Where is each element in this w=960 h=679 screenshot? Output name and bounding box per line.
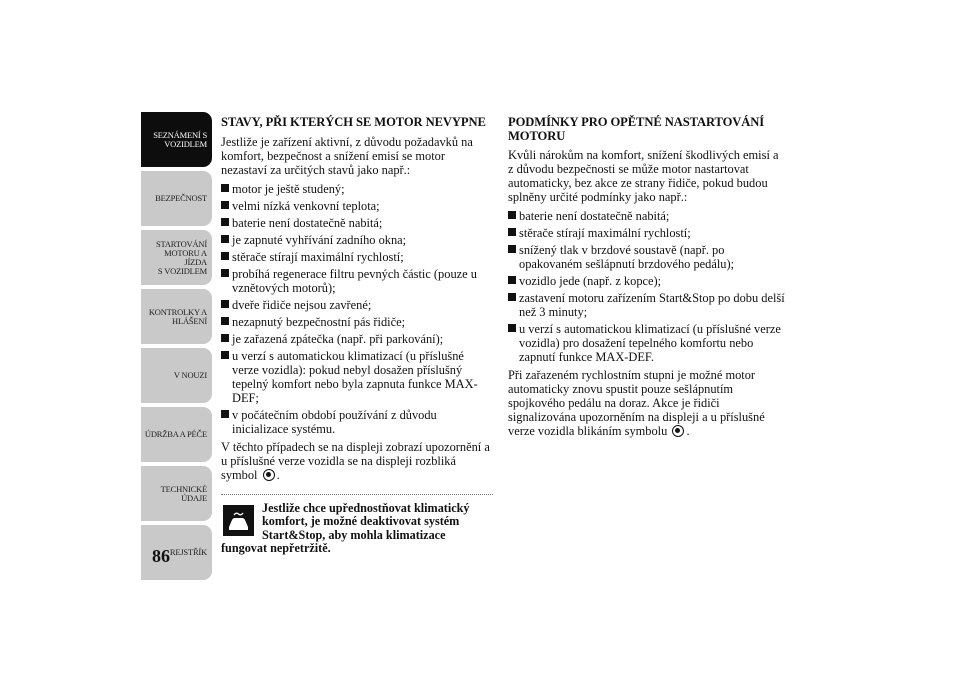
tab-udrzba-a-pece[interactable] <box>141 407 212 462</box>
tab-label: REJSTŘÍK <box>169 547 207 557</box>
outro-paragraph <box>221 440 493 482</box>
section-heading: PODMÍNKY PRO OPĚTNÉ NASTARTOVÁNÍ MOTORU <box>508 115 765 143</box>
section-heading: STAVY, PŘI KTERÝCH SE MOTOR NEVYPNE <box>221 115 486 129</box>
list-item: stěrače stírají maximální rychlostí; <box>508 226 786 240</box>
outro-text: Při zařazeném rychlostním stupni je možné motor automaticky znovu spustit pouze sešlápnutím spojkového pedálu na doraz. Akce je řidiči signalizována upozorněním na displeji a u příslušné verze vozidla blikáním symbolu <box>508 368 765 438</box>
list-item: nezapnutý bezpečnostní pás řidiče; <box>221 315 493 329</box>
list-item: v počátečním období používání z důvodu inicializace systému. <box>221 408 493 436</box>
list-item: vozidlo jede (např. z kopce); <box>508 274 786 288</box>
list-item: snížený tlak v brzdové soustavě (např. po opakovaném sešlápnutí brzdového pedálu); <box>508 243 786 271</box>
list-item: je zapnuté vyhřívání zadního okna; <box>221 233 493 247</box>
note-box <box>221 494 493 556</box>
intro-paragraph: Jestliže je zařízení aktivní, z důvodu požadavků na komfort, bezpečnost a snížení emisí se motor nezastaví za určitých stavů jako např.: <box>221 134 473 177</box>
list-item: u verzí s automatickou klimatizací (u příslušné verze vozidla) pro dosažení tepelného komfortu nebo zapnutí funkce MAX-DEF. <box>508 322 786 364</box>
tab-v-nouzi[interactable] <box>141 348 212 403</box>
climate-comfort-icon <box>223 505 254 536</box>
tab-bezpecnost[interactable] <box>141 171 212 226</box>
tab-label: STARTOVÁNÍ MOTORU A JÍZDA S VOZIDLEM <box>156 238 207 276</box>
list-item: u verzí s automatickou klimatizací (u příslušné verze vozidla): pokud nebyl dosažen příslušný tepelný komfort nebo byla zapnuta funkce MAX-DEF; <box>221 349 493 405</box>
list-item: baterie není dostatečně nabitá; <box>221 216 493 230</box>
outro-paragraph <box>508 368 786 438</box>
tab-startovani-motoru[interactable] <box>141 230 212 285</box>
list-item: baterie není dostatečně nabitá; <box>508 209 786 223</box>
list-item: velmi nízká venkovní teplota; <box>221 199 493 213</box>
start-stop-symbol-icon <box>263 469 275 481</box>
chapter-tabs <box>141 112 212 584</box>
condition-list <box>508 209 786 364</box>
outro-end: . <box>686 424 690 438</box>
list-item: motor je ještě studený; <box>221 182 493 196</box>
list-item: je zařazená zpátečka (např. při parkování); <box>221 332 493 346</box>
list-item: stěrače stírají maximální rychlostí; <box>221 250 493 264</box>
outro-end: . <box>276 467 280 482</box>
intro-paragraph: Kvůli nárokům na komfort, snížení škodlivých emisí a z důvodu bezpečnosti se může motor nastartovat automaticky, bez akce ze strany řidiče, pokud budou splněny určité podmínky jako např.: <box>508 148 779 204</box>
condition-list <box>221 182 493 436</box>
tab-label: TECHNICKÉ ÚDAJE <box>160 483 207 503</box>
list-item: dveře řidiče nejsou zavřené; <box>221 298 493 312</box>
left-column <box>221 116 493 556</box>
outro-text: V těchto případech se na displeji zobrazí upozornění a u příslušné verze vozidla se na displeji rozbliká symbol <box>221 439 490 482</box>
list-item: probíhá regenerace filtru pevných částic (pouze u vznětových motorů); <box>221 267 493 295</box>
list-item: zastavení motoru zařízením Start&Stop po dobu delší než 3 minuty; <box>508 291 786 319</box>
tab-seznameni-s-vozidlem[interactable] <box>141 112 212 167</box>
tab-kontrolky-a-hlaseni[interactable] <box>141 289 212 344</box>
tab-label: ÚDRŽBA A PÉČE <box>144 429 207 439</box>
tab-label: SEZNÁMENÍ S VOZIDLEM <box>153 129 207 149</box>
tab-technicke-udaje[interactable] <box>141 466 212 521</box>
tab-label: V NOUZI <box>173 370 207 380</box>
start-stop-symbol-icon <box>672 425 684 437</box>
page-number: 86 <box>152 546 170 566</box>
tab-label: BEZPEČNOST <box>155 193 207 203</box>
right-column <box>508 116 786 443</box>
note-text: Jestliže chce upřednostňovat klimatický komfort, je možné deaktivovat systém Start&Stop, aby mohla klimatizace fungovat nepřetržitě. <box>221 500 470 555</box>
tab-label: KONTROLKY A HLÁŠENÍ <box>148 306 207 326</box>
